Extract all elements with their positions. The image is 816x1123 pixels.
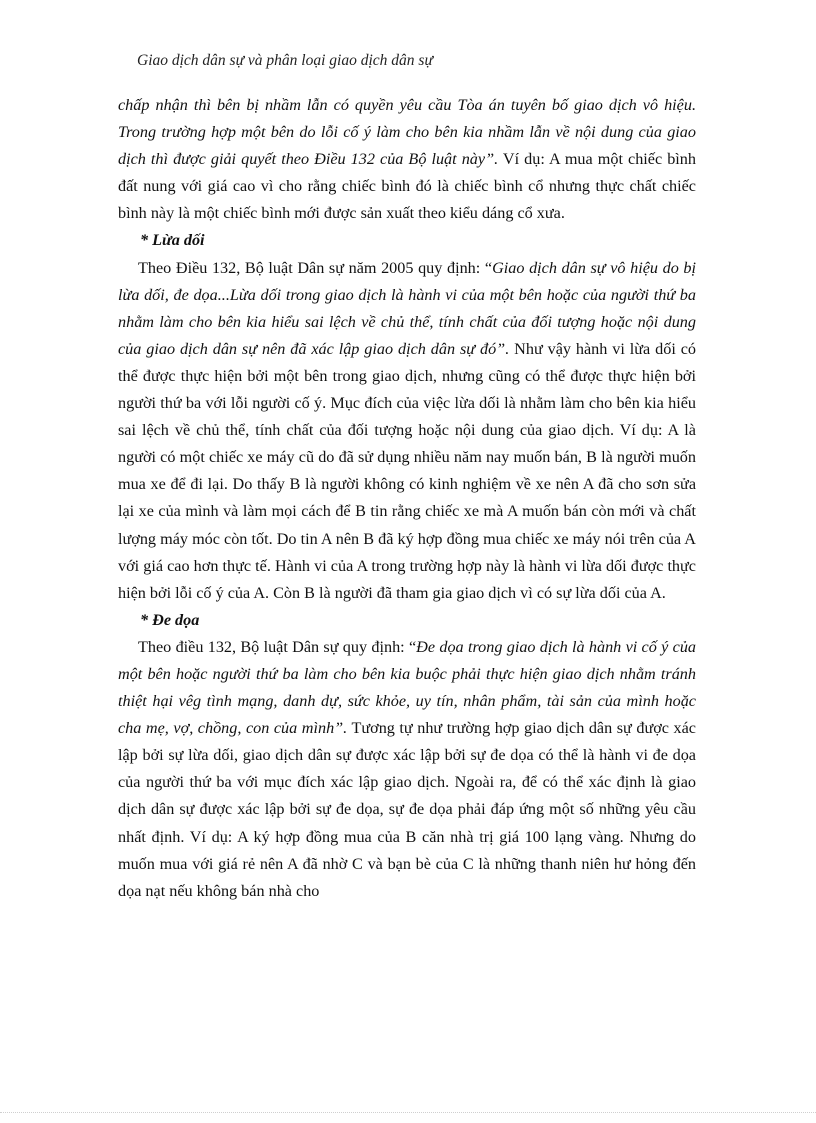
explanation-text: Như vậy hành vi lừa dối có thể được thực hiện bởi một bên trong giao dịch, nhưng cũng có thể được thực hiện bởi người thứ ba với lỗi người cố ý. Mục đích của việc lừa dối là nhằm làm cho bên kia hiểu sai lệch về chủ thể, tính chất của đối tượng hoặc nội dung của giao dịch. Ví dụ: A là người có một chiếc xe máy cũ do đã sử dụng nhiều năm nay muốn bán, B là người muốn mua xe để đi lại. Do thấy B là người không có kinh nghiệm về xe nên A đã cho sơn sửa lại xe của mình và làm mọi cách để B tin rằng chiếc xe mà A muốn bán còn mới và chất lượng máy móc còn tốt. Do tin A nên B đã ký hợp đồng mua chiếc xe máy nói trên của A với giá cao hơn thực tế. Hành vi của A trong trường hợp này là hành vi lừa dối được thực hiện bởi lỗi cố ý của A. Còn B là người đã tham gia giao dịch vì có sự lừa dối của A. [118, 339, 697, 602]
paragraph-2 [118, 255, 696, 607]
example-text: Ví dụ: A mua một chiếc bình đất nung với giá cao vì cho rằng chiếc bình đó là chiếc bình cổ nhưng thực chất chiếc bình này là một chiếc bình mới được sản xuất theo kiểu dáng cổ xưa. [118, 150, 696, 223]
page-bottom-divider [0, 1112, 816, 1113]
intro-text: Theo điều 132, Bộ luật Dân sự quy định: “ [138, 637, 417, 656]
quoted-law-text: chấp nhận thì bên bị nhầm lẫn có quyền yêu cầu Tòa án tuyên bố giao dịch vô hiệu. Trong trường hợp một bên do lỗi cố ý làm cho bên kia nhầm lẫn về nội dung của giao dịch thì được giải quyết theo Điều 132 của Bộ luật này”. [118, 96, 696, 169]
section-heading-lua-doi: * Lừa dối [140, 231, 205, 250]
intro-text: Theo Điều 132, Bộ luật Dân sự năm 2005 quy định: “ [138, 258, 493, 277]
paragraph-1 [118, 92, 696, 227]
section-heading-de-doa: * Đe dọa [140, 610, 200, 629]
quoted-law-text: Đe dọa trong giao dịch là hành vi cố ý của một bên hoặc người thứ ba làm cho bên kia buộc phải thực hiện giao dịch nhằm tránh thiệt hại vêg tình mạng, danh dự, sức khỏe, uy tín, nhân phẩm, tài sản của mình hoặc cha mẹ, vợ, chồng, con của mình”. [118, 637, 697, 738]
paragraph-3 [118, 634, 696, 905]
explanation-text: Tương tự như trường hợp giao dịch dân sự được xác lập bởi sự lừa dối, giao dịch dân sự được xác lập bởi sự đe dọa có thể là hành vi đe dọa của người thứ ba với mục đích xác lập giao dịch. Ngoài ra, để có thể xác định là giao dịch dân sự được xác lập bởi sự đe dọa, sự đe dọa phải đáp ứng một số những yêu cầu nhất định. Ví dụ: A ký hợp đồng mua của B căn nhà trị giá 100 lạng vàng. Nhưng do muốn mua với giá rẻ nên A đã nhờ C và bạn bè của C là những thanh niên hư hỏng đến dọa nạt nếu không bán nhà cho [118, 719, 696, 900]
body-text [118, 92, 696, 905]
running-header: Giao dịch dân sự và phân loại giao dịch dân sự [137, 52, 433, 69]
quoted-law-text: Giao dịch dân sự vô hiệu do bị lừa dối, đe dọa...Lừa dối trong giao dịch là hành vi của một bên hoặc của người thứ ba nhằm làm cho bên kia hiểu sai lệch về chủ thể, tính chất của đối tượng hoặc nội dung của giao dịch dân sự nên đã xác lập giao dịch dân sự đó”. [118, 258, 696, 358]
